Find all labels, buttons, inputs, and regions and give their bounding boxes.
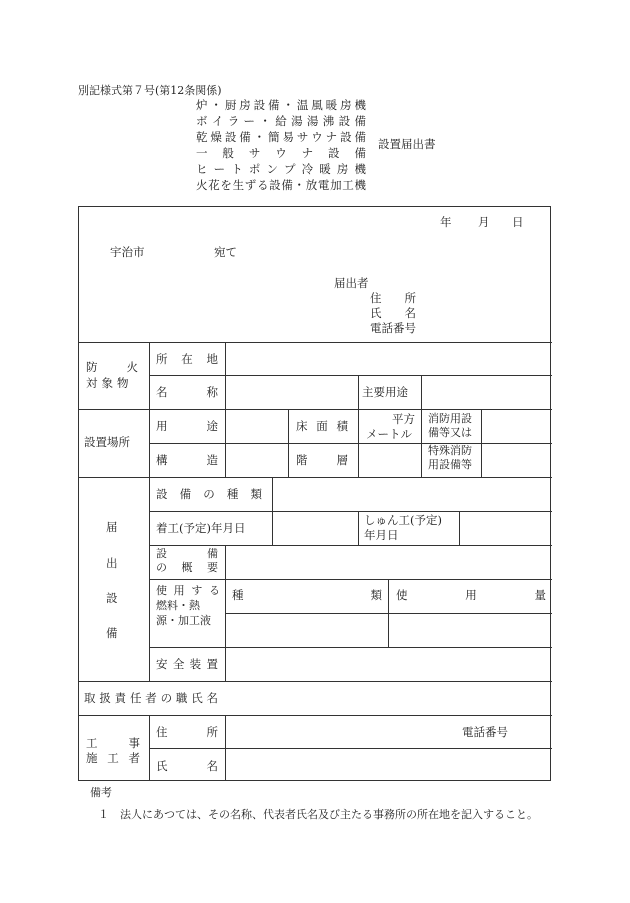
manager-label: 取 扱 責 任 者 の 職 氏 名	[84, 691, 218, 705]
contractor-address-label: 住 所	[156, 725, 218, 739]
completion-date-label-1: しゅん工(予定)	[364, 513, 442, 527]
equipment-label-char-1: 届	[106, 520, 118, 534]
fuel-label: 使 用 す る 燃料・熱 源・加工液	[156, 584, 220, 627]
notifier-name-label: 氏 名	[370, 306, 416, 320]
main-use-label: 主要用途	[362, 385, 408, 399]
notifier-label: 届出者	[334, 276, 369, 290]
equipment-line-heatpump: ヒ ー ト ポ ン プ 冷 暖 房 機	[196, 162, 366, 176]
equipment-line-spark: 火 花 を 生 ず る 設 備 ・ 放 電 加 工 機	[196, 178, 366, 192]
install-place-label: 設置場所	[84, 435, 130, 449]
equipment-label-char-3: 設	[106, 591, 118, 605]
equipment-line-sauna: 一 般 サ ウ ナ 設 備	[196, 146, 366, 160]
form-number: 別記様式第７号(第12条関係)	[78, 84, 222, 97]
location-label: 所 在 地	[156, 352, 218, 366]
document-title: 設置届出書	[378, 137, 436, 151]
special-fire-equipment-label: 特殊消防 用設備等	[428, 444, 472, 471]
fire-target-label-1: 防 火	[86, 360, 138, 374]
fire-target-label-2: 対象物	[86, 376, 133, 390]
contractor-label-1: 工 事	[86, 736, 140, 750]
completion-date-label-2: 年月日	[364, 528, 399, 542]
name-label: 名 称	[156, 385, 218, 399]
safety-device-label: 安 全 装 置	[156, 657, 218, 671]
overview-label: 設 備 の 概 要	[156, 547, 218, 574]
equipment-line-dryer: 乾 燥 設 備 ・ 簡 易 サ ウ ナ 設 備	[196, 130, 366, 144]
contractor-label-2: 施 工 者	[86, 751, 140, 765]
usage-amount-label: 使 用 量	[396, 588, 546, 602]
floor-level-label: 階 層	[296, 453, 348, 467]
equipment-label-char-4: 備	[106, 626, 118, 640]
kind-label: 種 類	[232, 588, 382, 602]
structure-label: 構 造	[156, 453, 218, 467]
contractor-phone-label: 電話番号	[462, 725, 508, 739]
sqm-unit-line2: メートル	[366, 427, 412, 441]
date-year-label: 年	[440, 215, 452, 229]
city-name: 宇治市	[110, 245, 145, 259]
notifier-address-label: 住 所	[370, 291, 416, 305]
date-day-label: 日	[512, 215, 524, 229]
date-month-label: 月	[478, 215, 490, 229]
equipment-type-label: 設 備 の 種 類	[156, 487, 262, 501]
equipment-label-char-2: 出	[106, 556, 118, 570]
addressee-suffix: 宛て	[214, 245, 237, 259]
notifier-phone-label: 電話番号	[370, 321, 416, 335]
contractor-name-label: 氏 名	[156, 759, 218, 773]
remarks-title: 備考	[90, 786, 112, 799]
equipment-line-furnace: 炉 ・ 厨 房 設 備 ・ 温 風 暖 房 機	[196, 98, 366, 112]
use-label: 用 途	[156, 419, 218, 433]
fire-equipment-label: 消防用設 備等又は	[428, 412, 472, 439]
floor-area-label: 床 面 積	[296, 419, 348, 433]
sqm-unit-line1: 平方	[392, 412, 415, 426]
remarks-item-1: １ 法人にあつては、その名称、代表者氏名及び主たる事務所の所在地を記入すること。	[98, 808, 538, 821]
equipment-line-boiler: ボ イ ラ ー ・ 給 湯 湯 沸 設 備	[196, 114, 366, 128]
start-date-label: 着工(予定)年月日	[156, 521, 246, 535]
